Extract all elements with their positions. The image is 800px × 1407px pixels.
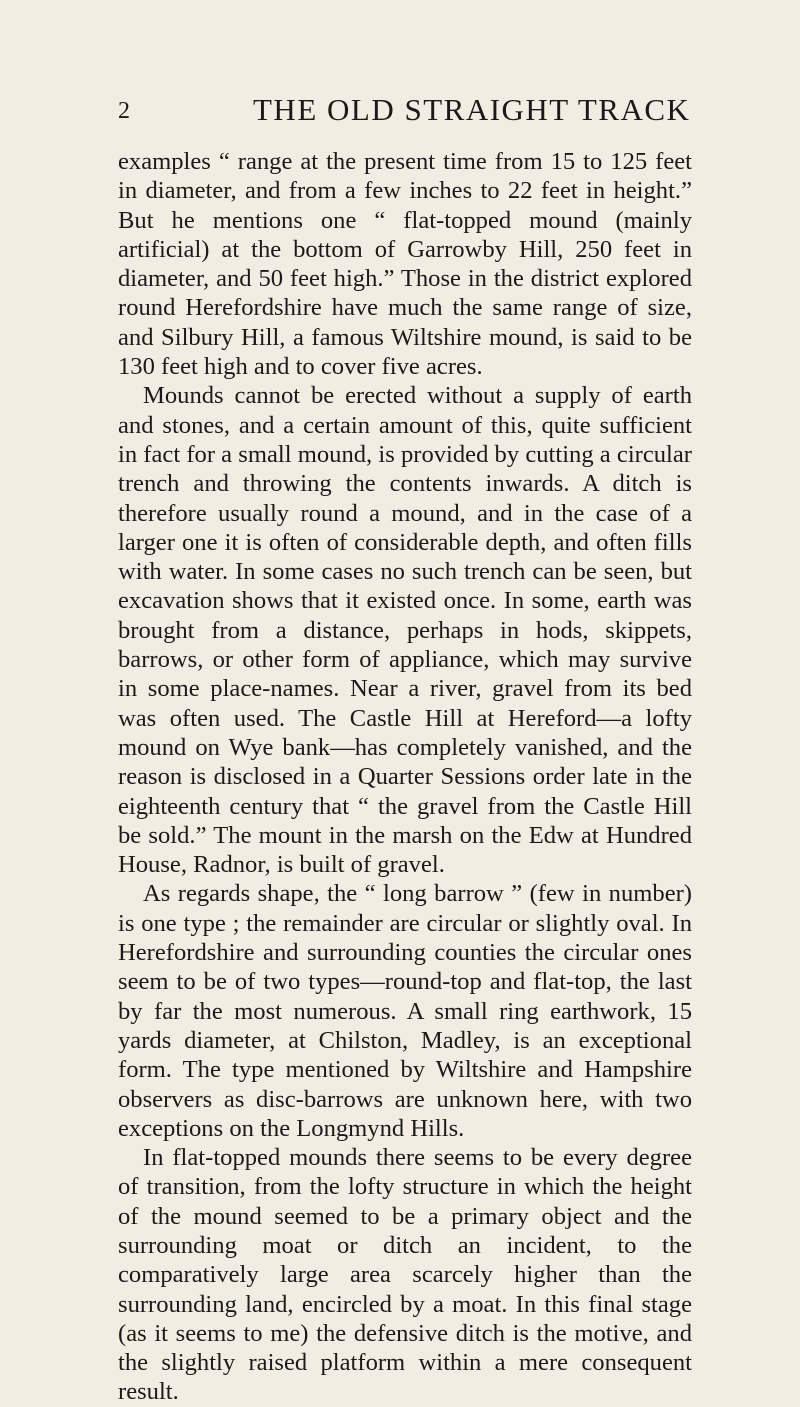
page-header <box>118 92 691 132</box>
running-title: THE OLD STRAIGHT TRACK <box>253 92 691 127</box>
paragraph-4: In flat-topped mounds there seems to be every degree of transition, from the lofty structure in which the height of the mound seemed to be a primary object and the surrounding moat or ditch an incident, to the comparatively large area scarcely higher than the surrounding land, encircled by a moat. In this final stage (as it seems to me) the defensive ditch is the motive, and the slightly raised platform within a mere consequent result. <box>118 1144 692 1406</box>
paragraph-1: examples “ range at the present time from 15 to 125 feet in diameter, and from a few inches to 22 feet in height.” But he mentions one “ flat-topped mound (mainly artificial) at the bottom of Garrowby Hill, 250 feet in diameter, and 50 feet high.” Those in the district explored round Herefordshire have much the same range of size, and Silbury Hill, a famous Wiltshire mound, is said to be 130 feet high and to cover five acres. <box>118 148 692 381</box>
paragraph-2: Mounds cannot be erected without a supply of earth and stones, and a certain amount of this, quite sufficient in fact for a small mound, is provided by cutting a circular trench and throwing the contents inwards. A ditch is therefore usually round a mound, and in the case of a larger one it is often of considerable depth, and often fills with water. In some cases no such trench can be seen, but excavation shows that it existed once. In some, earth was brought from a distance, perhaps in hods, skippets, barrows, or other form of appliance, which may survive in some place-names. Near a river, gravel from its bed was often used. The Castle Hill at Hereford—a lofty mound on Wye bank—has completely vanished, and the reason is disclosed in a Quarter Sessions order late in the eighteenth century that “ the gravel from the Castle Hill be sold.” The mount in the marsh on the Edw at Hundred House, Radnor, is built of gravel. <box>118 382 692 879</box>
body-text <box>118 147 692 1407</box>
paragraph-3: As regards shape, the “ long barrow ” (few in number) is one type ; the remainder are circular or slightly oval. In Herefordshire and surrounding counties the circular ones seem to be of two types—round-top and flat-top, the last by far the most numerous. A small ring earthwork, 15 yards diameter, at Chilston, Madley, is an exceptional form. The type mentioned by Wiltshire and Hampshire observers as disc-barrows are unknown here, with two exceptions on the Longmynd Hills. <box>118 880 692 1142</box>
page-number: 2 <box>118 98 130 124</box>
